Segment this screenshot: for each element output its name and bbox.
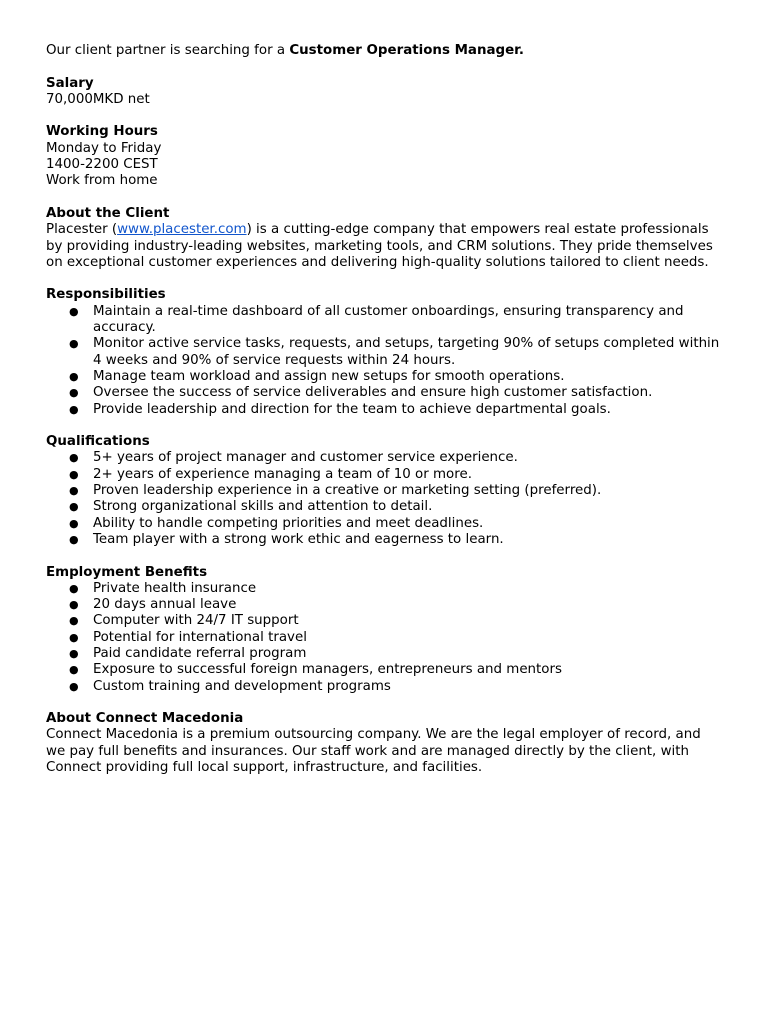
list-item-text: Team player with a strong work ethic and eagerness to learn. [93, 531, 504, 547]
responsibilities-heading: Responsibilities [46, 287, 166, 303]
list-item-text: Private health insurance [93, 580, 257, 596]
responsibilities-list [46, 304, 722, 418]
bullet-icon: ● [69, 581, 79, 595]
qualifications-heading: Qualifications [46, 434, 150, 450]
intro-prefix: Our client partner is searching for a [46, 43, 290, 58]
list-item [46, 369, 722, 385]
benefits-heading: Employment Benefits [46, 564, 208, 580]
spacer [46, 271, 722, 287]
list-item [46, 402, 722, 418]
list-item [46, 532, 722, 548]
bullet-icon: ● [69, 402, 79, 416]
intro-role: Customer Operations Manager. [289, 43, 524, 58]
list-item [46, 679, 722, 695]
bullet-icon: ● [69, 614, 79, 628]
salary-value: 70,000MKD net [46, 91, 150, 107]
list-item [46, 662, 722, 678]
list-item-text: Manage team workload and assign new setups for smooth operations. [93, 368, 565, 384]
list-item [46, 597, 722, 613]
list-item [46, 450, 722, 466]
spacer [46, 108, 722, 124]
about-client-heading: About the Client [46, 205, 170, 221]
bullet-icon: ● [69, 646, 79, 660]
list-item [46, 516, 722, 532]
bullet-icon: ● [69, 532, 79, 546]
bullet-icon: ● [69, 630, 79, 644]
spacer [46, 190, 722, 206]
bullet-icon: ● [69, 467, 79, 481]
working-hours-location: Work from home [46, 173, 158, 189]
salary-heading: Salary [46, 75, 94, 91]
list-item-text: Potential for international travel [93, 629, 307, 645]
list-item [46, 581, 722, 597]
spacer [46, 418, 722, 434]
bullet-icon: ● [69, 304, 79, 318]
bullet-icon: ● [69, 386, 79, 400]
list-item-text: Strong organizational skills and attention to detail. [93, 499, 433, 515]
list-item-text: Proven leadership experience in a creative or marketing setting (preferred). [93, 483, 602, 499]
qualifications-list [46, 450, 722, 548]
list-item [46, 336, 722, 369]
intro-line [46, 43, 722, 59]
list-item-text: Paid candidate referral program [93, 645, 307, 661]
list-item-text: Computer with 24/7 IT support [93, 613, 299, 629]
about-client-text [46, 222, 722, 271]
bullet-icon: ● [69, 451, 79, 465]
list-item [46, 613, 722, 629]
list-item-text: 5+ years of project manager and customer service experience. [93, 450, 518, 466]
spacer [46, 59, 722, 75]
spacer [46, 695, 722, 711]
about-connect-text: Connect Macedonia is a premium outsourcing company. We are the legal employer of record, and we pay full benefits and insurances. Our staff work and are managed directly by the client, with Connect providing full local support, infrastructure, and facilities. [46, 727, 701, 776]
working-hours-heading: Working Hours [46, 124, 158, 140]
working-hours-time: 1400-2200 CEST [46, 157, 158, 173]
bullet-icon: ● [69, 598, 79, 612]
bullet-icon: ● [69, 369, 79, 383]
list-item [46, 385, 722, 401]
list-item-text: Maintain a real-time dashboard of all customer onboardings, ensuring transparency and accuracy. [93, 303, 684, 336]
bullet-icon: ● [69, 516, 79, 530]
list-item-text: 2+ years of experience managing a team of 10 or more. [93, 466, 472, 482]
list-item-text: Exposure to successful foreign managers, entrepreneurs and mentors [93, 662, 562, 678]
list-item-text: Ability to handle competing priorities and meet deadlines. [93, 515, 484, 531]
about-connect-heading: About Connect Macedonia [46, 711, 244, 727]
bullet-icon: ● [69, 500, 79, 514]
list-item [46, 499, 722, 515]
about-client-suffix: ) is a cutting-edge company that empowers real estate professionals by providing industry-leading websites, marketing tools, and CRM solutions. They pride themselves on exceptional customer experiences and delivering high-quality solutions tailored to client needs. [46, 222, 713, 270]
list-item-text: Monitor active service tasks, requests, and setups, targeting 90% of setups completed within 4 weeks and 90% of service requests within 24 hours. [93, 336, 720, 368]
working-hours-days: Monday to Friday [46, 140, 162, 156]
list-item [46, 304, 722, 337]
placester-link[interactable]: www.placester.com [117, 222, 247, 238]
bullet-icon: ● [69, 484, 79, 498]
list-item [46, 467, 722, 483]
list-item [46, 483, 722, 499]
list-item-text: Provide leadership and direction for the team to achieve departmental goals. [93, 401, 611, 417]
list-item [46, 646, 722, 662]
bullet-icon: ● [69, 337, 79, 351]
list-item-text: Oversee the success of service deliverables and ensure high customer satisfaction. [93, 385, 653, 401]
bullet-icon: ● [69, 663, 79, 677]
bullet-icon: ● [69, 679, 79, 693]
benefits-list [46, 581, 722, 695]
list-item-text: Custom training and development programs [93, 678, 391, 694]
list-item [46, 630, 722, 646]
about-client-prefix: Placester ( [46, 222, 118, 238]
list-item-text: 20 days annual leave [93, 597, 237, 613]
spacer [46, 548, 722, 564]
